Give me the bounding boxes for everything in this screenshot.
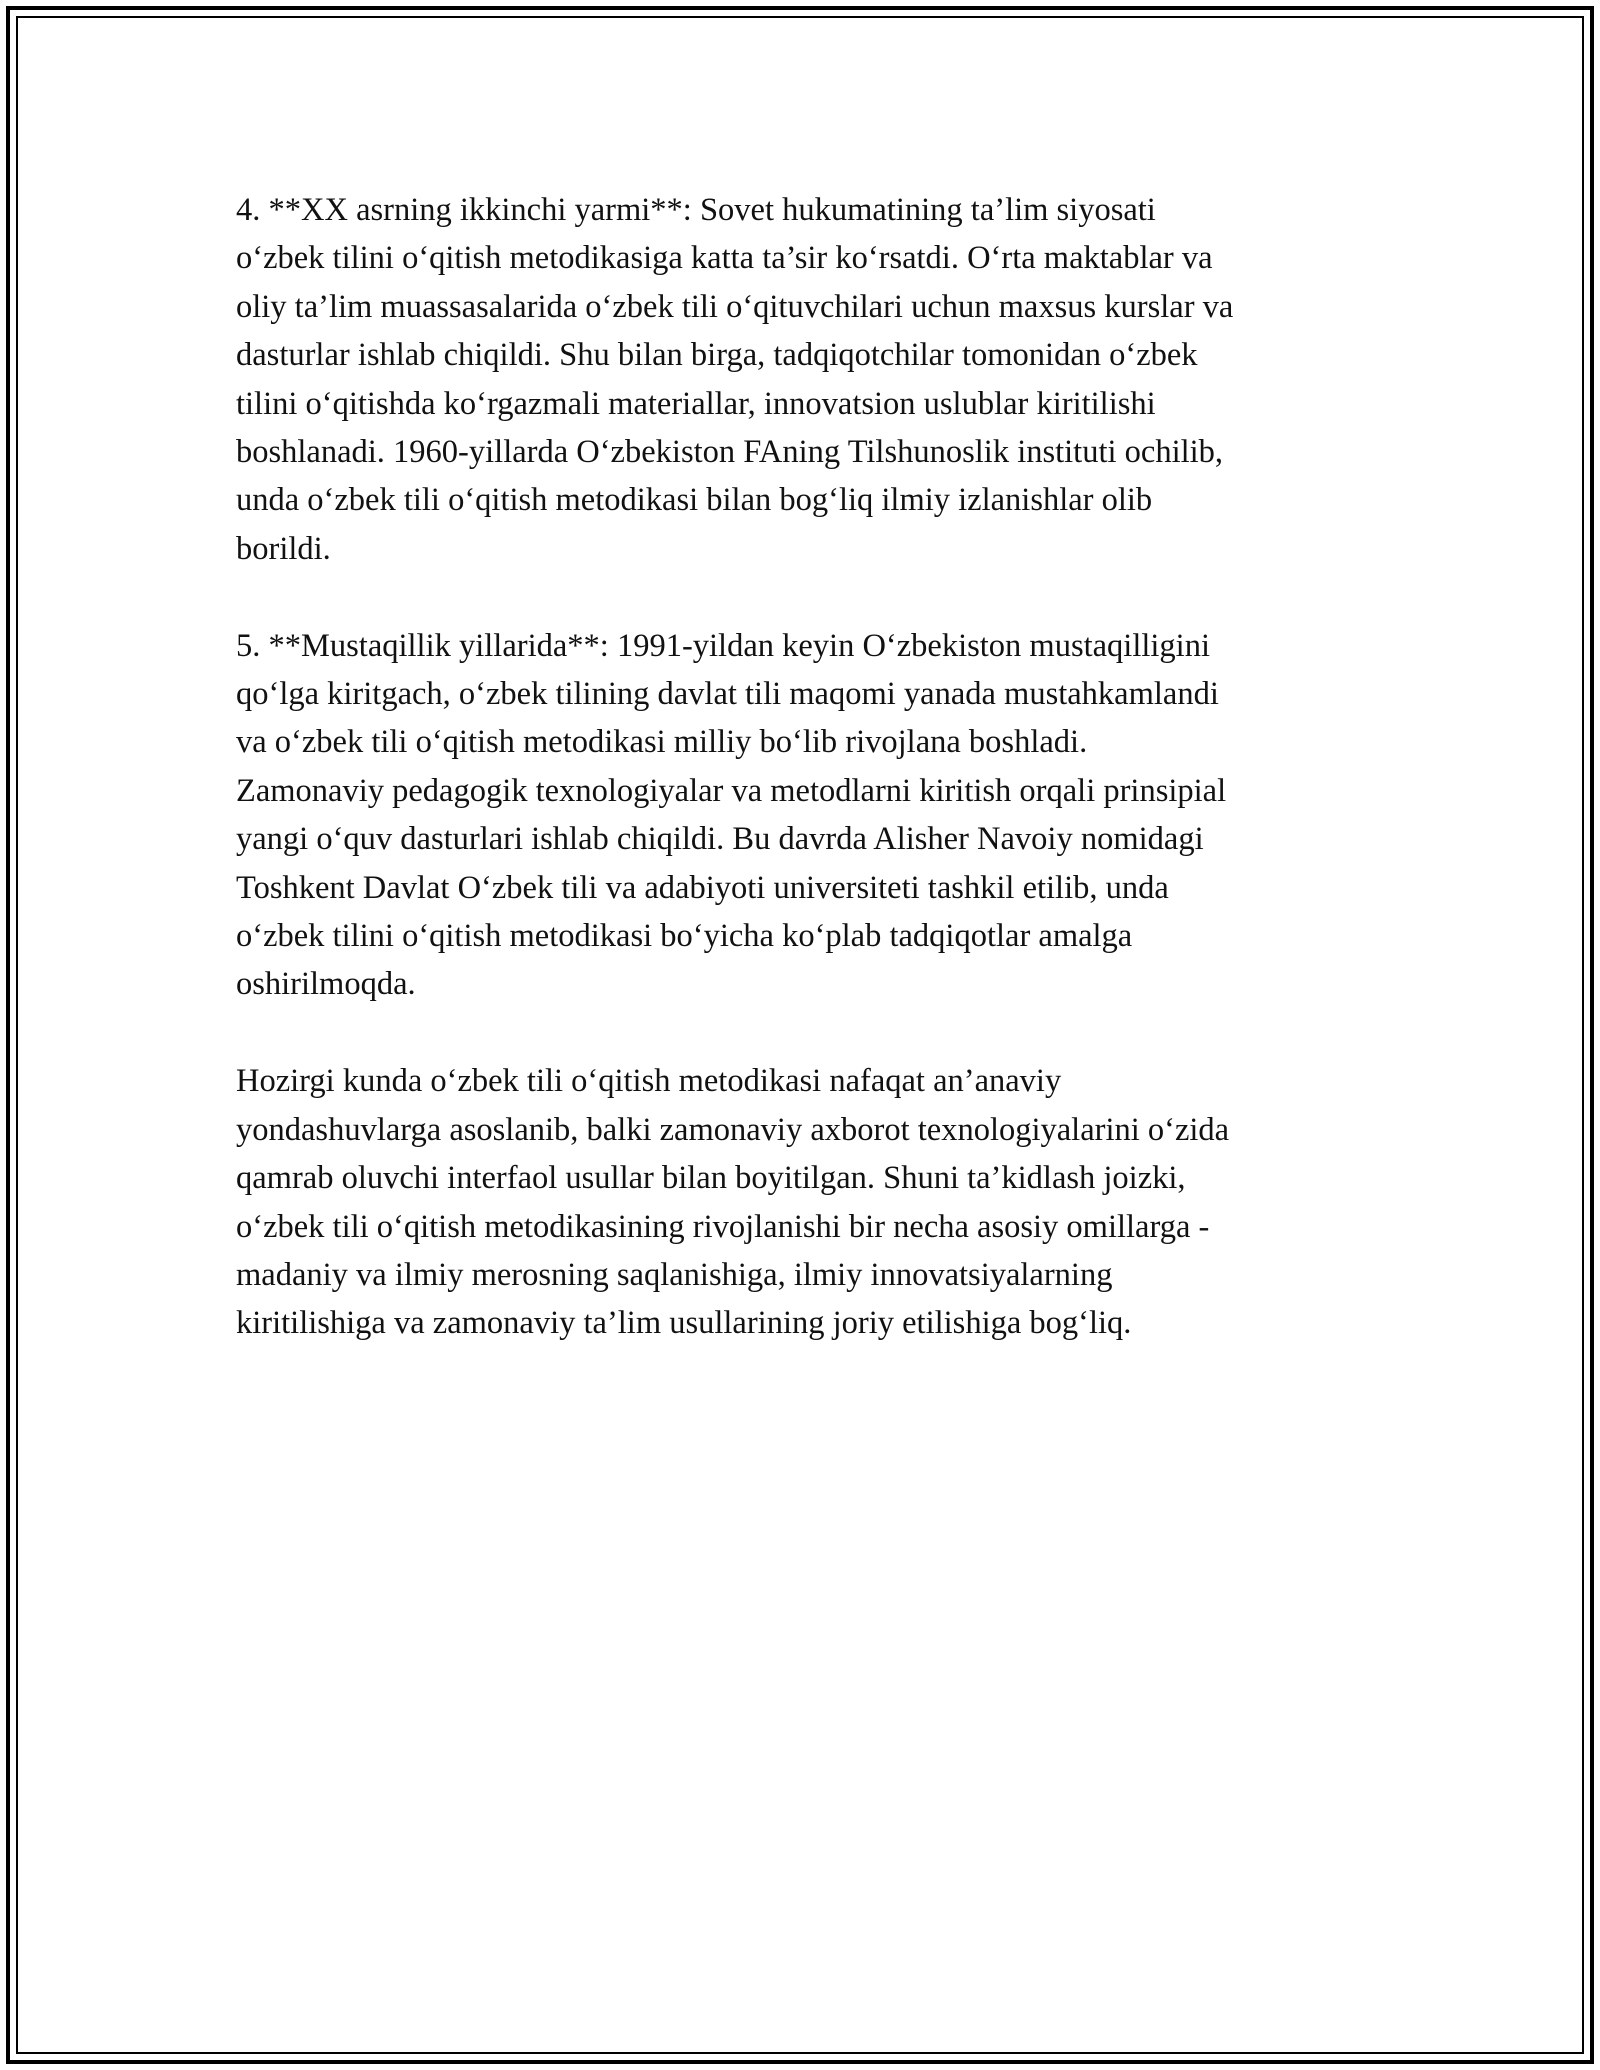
text-line: boshlanadi. 1960-yillarda O‘zbekiston FAning Tilshunoslik instituti ochilib,: [236, 434, 1224, 471]
paragraph-independence-years: [236, 622, 1371, 1009]
document-body: [236, 186, 1371, 1396]
paragraph-present-day: [236, 1057, 1371, 1347]
text-line: va o‘zbek tili o‘qitish metodikasi milliy bo‘lib rivojlana boshladi.: [236, 724, 1088, 761]
text-line: kiritilishiga va zamonaviy ta’lim usullarining joriy etilishiga bog‘liq.: [236, 1305, 1132, 1342]
text-line: oliy ta’lim muassasalarida o‘zbek tili o‘qituvchilari uchun maxsus kurslar va: [236, 288, 1234, 325]
text-line: madaniy va ilmiy merosning saqlanishiga, ilmiy innovatsiyalarning: [236, 1256, 1113, 1293]
text-line: Zamonaviy pedagogik texnologiyalar va metodlarni kiritish orqali prinsipial: [236, 772, 1227, 809]
text-line: yondashuvlarga asoslanib, balki zamonaviy axborot texnologiyalarini o‘zida: [236, 1111, 1230, 1148]
text-line: o‘zbek tilini o‘qitish metodikasi bo‘yicha ko‘plab tadqiqotlar amalga: [236, 918, 1133, 955]
text-line: Hozirgi kunda o‘zbek tili o‘qitish metodikasi nafaqat an’anaviy: [236, 1063, 1062, 1100]
text-line: dasturlar ishlab chiqildi. Shu bilan birga, tadqiqotchilar tomonidan o‘zbek: [236, 337, 1198, 374]
text-line: o‘zbek tilini o‘qitish metodikasiga katta ta’sir ko‘rsatdi. O‘rta maktablar va: [236, 240, 1213, 277]
text-line: tilini o‘qitishda ko‘rgazmali materiallar, innovatsion uslublar kiritilishi: [236, 385, 1156, 422]
text-line: o‘zbek tili o‘qitish metodikasining rivojlanishi bir necha asosiy omillarga -: [236, 1208, 1210, 1245]
text-line: borildi.: [236, 530, 331, 567]
text-line: yangi o‘quv dasturlari ishlab chiqildi. Bu davrda Alisher Navoiy nomidagi: [236, 821, 1204, 858]
paragraph-xx-century: [236, 186, 1371, 573]
text-line: qamrab oluvchi interfaol usullar bilan boyitilgan. Shuni ta’kidlash joizki,: [236, 1160, 1186, 1197]
text-line: 4. **XX asrning ikkinchi yarmi**: Sovet hukumatining ta’lim siyosati: [236, 192, 1156, 228]
text-line: unda o‘zbek tili o‘qitish metodikasi bilan bog‘liq ilmiy izlanishlar olib: [236, 482, 1153, 519]
text-line: 5. **Mustaqillik yillarida**: 1991-yildan keyin O‘zbekiston mustaqilligini: [236, 627, 1210, 664]
text-line: qo‘lga kiritgach, o‘zbek tilining davlat tili maqomi yanada mustahkamlandi: [236, 676, 1219, 713]
text-line: oshirilmoqda.: [236, 966, 416, 1003]
text-line: Toshkent Davlat O‘zbek tili va adabiyoti universiteti tashkil etilib, unda: [236, 869, 1169, 906]
